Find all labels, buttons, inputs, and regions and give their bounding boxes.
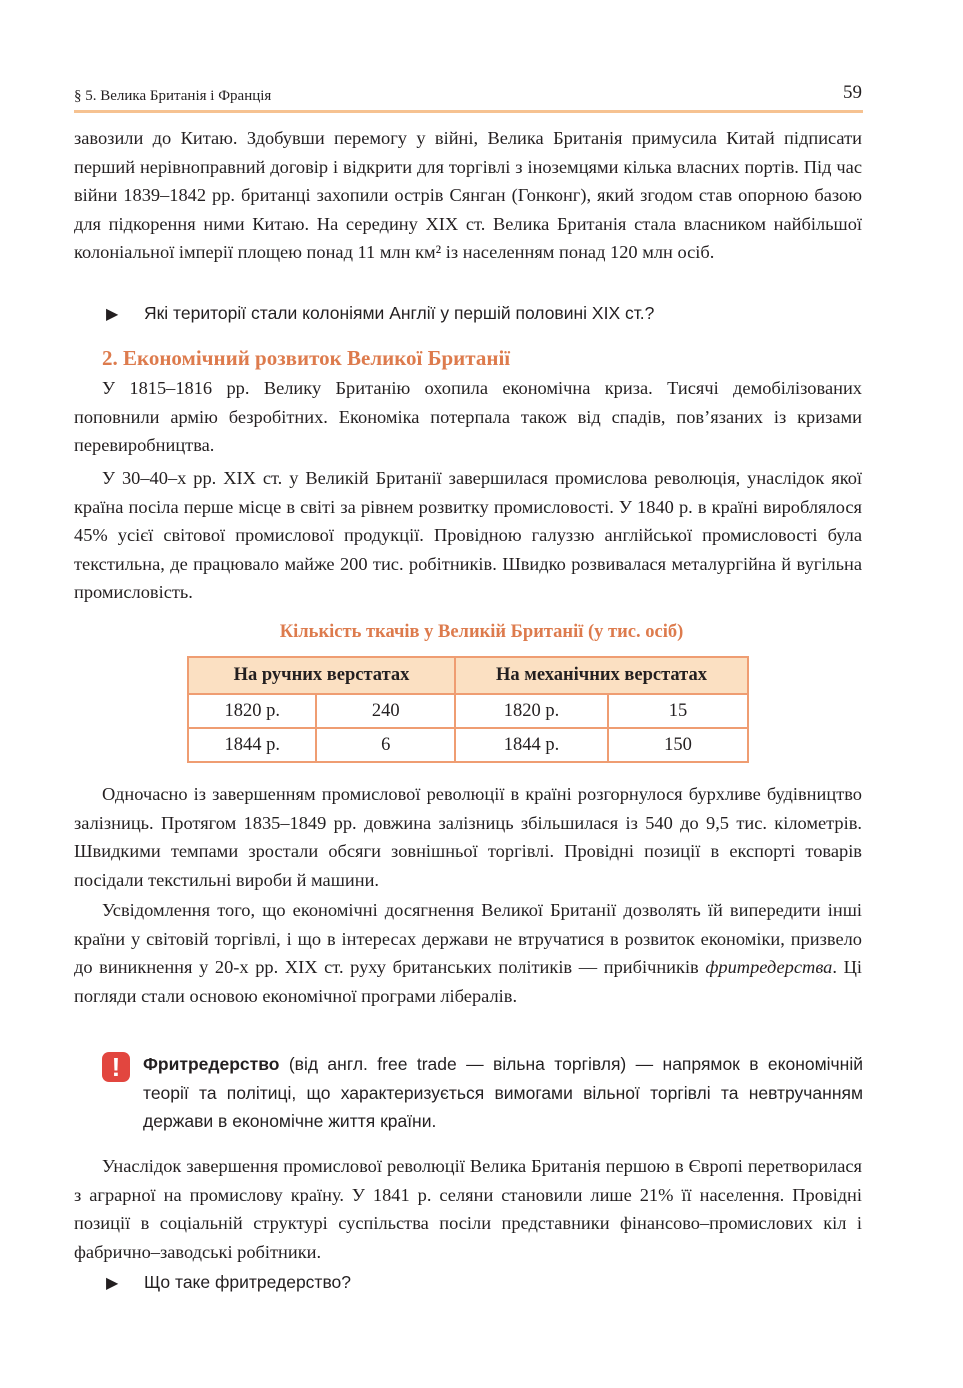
paragraph-free-trade-movement: [74, 896, 862, 1040]
paragraph-economic-crisis: У 1815–1816 рр. Велику Британію охопила економічна криза. Тисячі демобілізованих поповнили армію безробітних. Економіка потерпала також від спадів, пов’язаних із кризами перевиробництва.: [74, 378, 862, 456]
table-row: [188, 694, 748, 728]
table-cell-value: 240: [316, 694, 455, 728]
question-text: Які території стали колоніями Англії у першій половині XIX ст.?: [144, 303, 655, 323]
question-arrow-icon: ▶: [106, 306, 119, 323]
table-caption: Кількість ткачів у Великій Британії (у тис. осіб): [279, 622, 684, 642]
paragraph-text: Усвідомлення того, що економічні досягнення Великої Британії дозволять їй випередити інші країни у світовій торгівлі, і що в інтересах держави не втручатися в розвиток економіки, призвело до виникнення у 20-х рр. XIX ст. руху британських політиків — прибічників: [74, 900, 862, 978]
paragraph-agrarian-to-industrial: Унаслідок завершення промислової революції Велика Британія першою в Європі перетворилася з аграрної на промислову країну. У 1841 р. селяни становили лише 21% її населення. Провідні позиції в соціальній структурі суспільства посіли представники фінансово–промислових кіл і фабрично–заводські робітники.: [74, 1156, 862, 1262]
definition-box: [102, 1050, 864, 1134]
table-cell-value: 6: [316, 728, 455, 762]
definition-body: (від англ. free trade — вільна торгівля) — напрямок в економічній теорії та політиці, що характеризується вимогами вільної торгівлі та невтручанням держави в економічне життя країни.: [143, 1054, 863, 1132]
weavers-table: [187, 656, 749, 763]
question-arrow-icon: ▶: [106, 1275, 119, 1292]
paragraph-text: . Ці погляди стали основою економічної програми лібералів.: [74, 957, 862, 1006]
paragraph-railways: Одночасно із завершенням промислової революції в країні розгорнулося бурхливе будівництво залізниць. Протягом 1835–1849 рр. довжина залізниць збільшилася із 540 до 9,5 тис. кілометрів. Швидкими темпами зростали обсяги зовнішньої торгівлі. Провідні позиції в експорті товарів посідали текстильні вироби й машини.: [74, 784, 862, 890]
running-header: [74, 82, 862, 106]
page-number: 59: [843, 82, 862, 103]
question-text: Що таке фритредерство?: [144, 1272, 352, 1292]
question-free-trade: [106, 1270, 862, 1296]
running-title: § 5. Велика Британія і Франція: [74, 88, 272, 104]
exclamation-icon: !: [102, 1052, 130, 1082]
table-cell-year: 1820 р.: [188, 694, 316, 728]
definition-term: Фритредерство: [143, 1054, 280, 1074]
question-colonies: [106, 301, 862, 327]
table-header-row: [188, 657, 748, 694]
table-cell-year: 1844 р.: [188, 728, 316, 762]
emphasized-term: фритредерства: [705, 957, 833, 978]
header-power-looms: На механічних верстатах: [455, 657, 748, 694]
header-divider: [74, 110, 863, 113]
table-row: [188, 728, 748, 762]
section-heading: 2. Економічний розвиток Великої Британії: [102, 346, 511, 370]
table-cell-value: 15: [608, 694, 748, 728]
definition-text: [143, 1050, 863, 1136]
paragraph-colonial-empire: завозили до Китаю. Здобувши перемогу у війні, Велика Британія примусила Китай підписати перший нерівноправний договір і відкрити для торгівлі з іноземцями кілька власних портів. Під час війни 1839–1842 рр. британці захопили острів Сянган (Гонконг), який згодом став опорною базою для підкорення ними Китаю. На середину XIX ст. Велика Британія стала власником найбільшої колоніальної імперії площею понад 11 млн км² із населенням понад 120 млн осіб.: [74, 128, 862, 263]
header-hand-looms: На ручних верстатах: [188, 657, 455, 694]
table-cell-year: 1844 р.: [455, 728, 608, 762]
table-cell-year: 1820 р.: [455, 694, 608, 728]
paragraph-industrial-revolution: У 30–40–х рр. XIX ст. у Великій Британії завершилася промислова революція, унаслідок якої країна посіла перше місце в світі за рівнем розвитку промисловості. У 1840 р. в країні вироблялося 45% усієї світової промислової продукції. Провідною галуззю англійської промисловості була текстильна, де працювало майже 200 тис. робітників. Швидко розвивалася металургійна й вугільна промисловість.: [74, 468, 862, 603]
table-cell-value: 150: [608, 728, 748, 762]
